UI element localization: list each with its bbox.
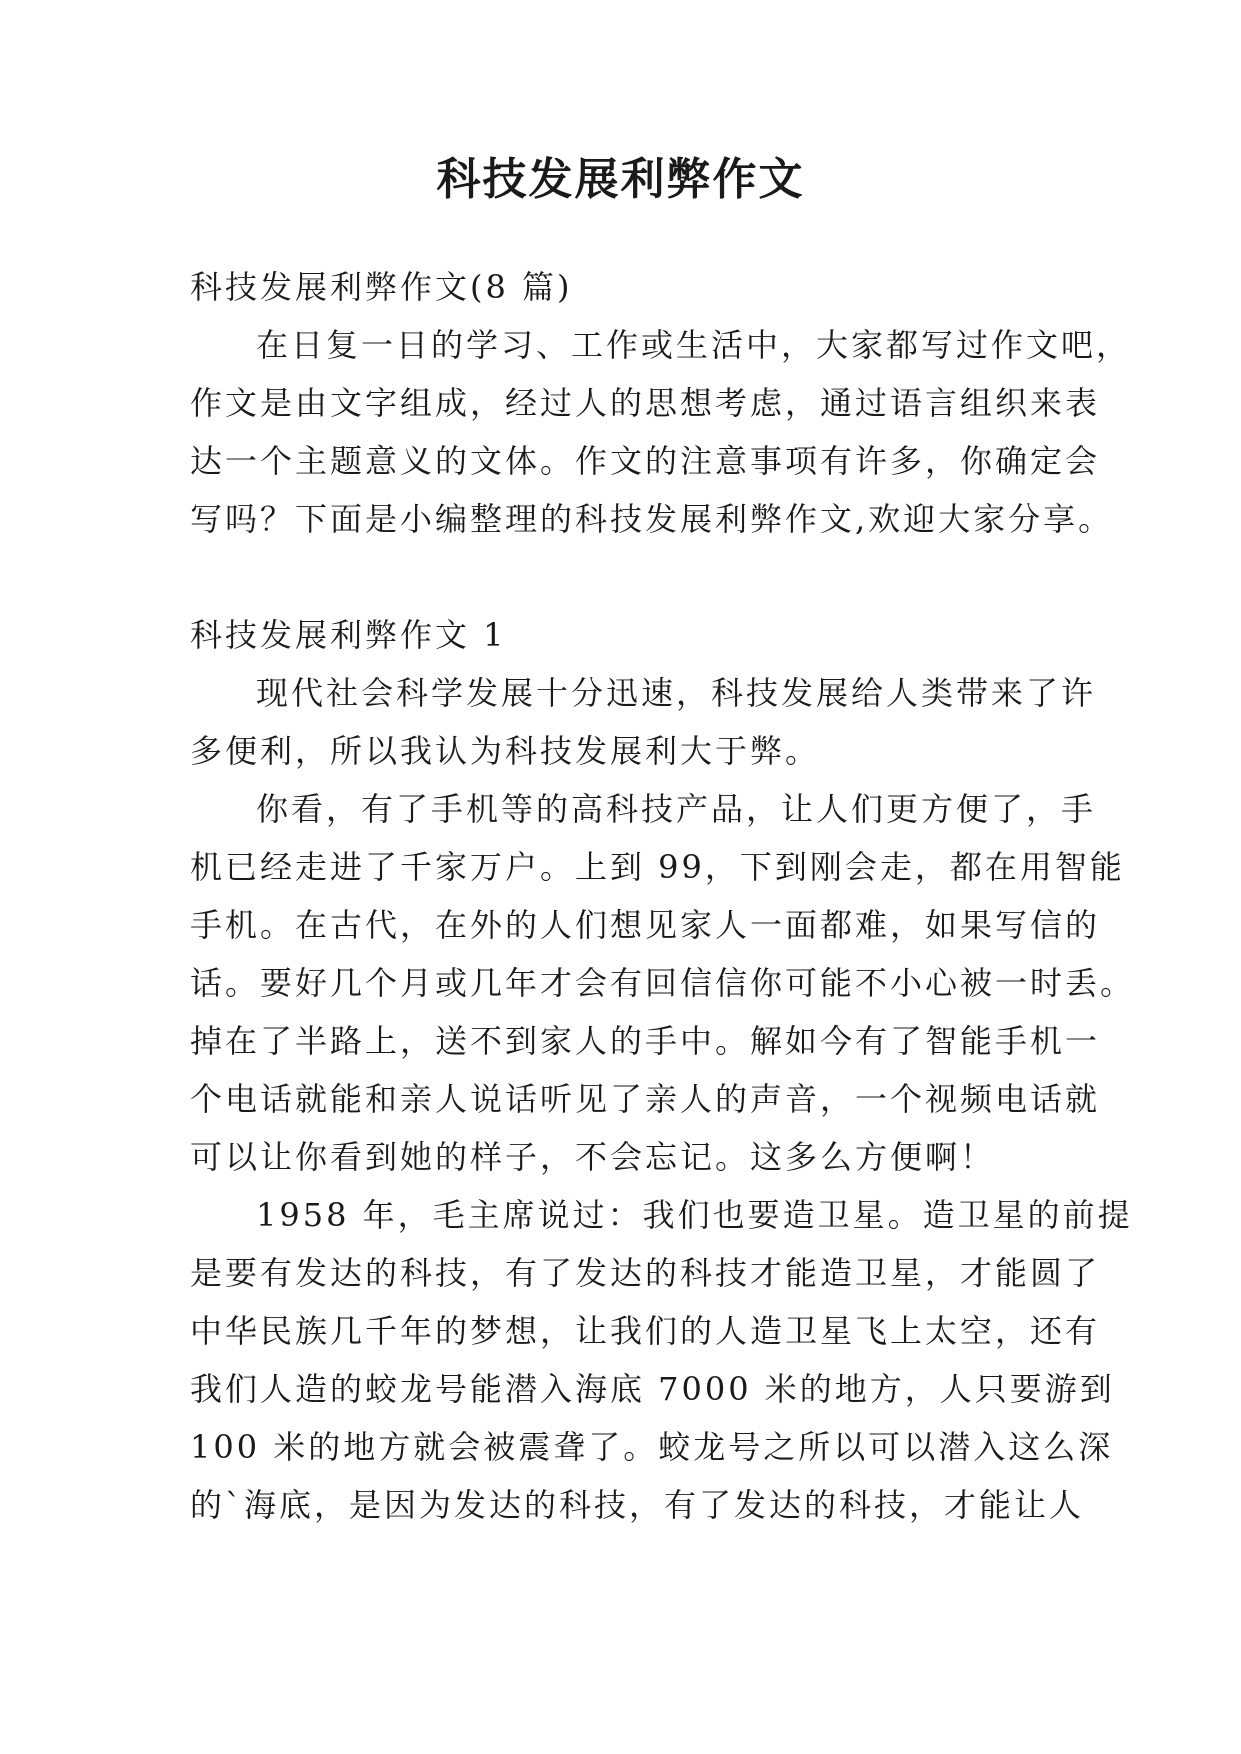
text-line: 我们人造的蛟龙号能潜入海底 7000 米的地方，人只要游到 <box>190 1370 1115 1408</box>
text-line: 现代社会科学发展十分迅速，科技发展给人类带来了许 <box>256 674 1097 712</box>
text-line: 在日复一日的学习、工作或生活中，大家都写过作文吧， <box>256 326 1132 364</box>
text-line: 可以让你看到她的样子，不会忘记。这多么方便啊！ <box>190 1138 996 1176</box>
text-line: 的`海底，是因为发达的科技，有了发达的科技，才能让人 <box>190 1486 1085 1524</box>
text-line: 1958 年，毛主席说过：我们也要造卫星。造卫星的前提 <box>256 1196 1133 1234</box>
text-line: 你看，有了手机等的高科技产品，让人们更方便了，手 <box>256 790 1097 828</box>
paragraph-3 <box>190 1186 1133 1534</box>
text-line: 手机。在古代，在外的人们想见家人一面都难，如果写信的 <box>190 906 1101 944</box>
text-line: 个电话就能和亲人说话听见了亲人的声音，一个视频电话就 <box>190 1080 1101 1118</box>
document-subtitle: 科技发展利弊作文(8 篇) <box>190 268 573 306</box>
text-line: 是要有发达的科技，有了发达的科技才能造卫星，才能圆了 <box>190 1254 1101 1292</box>
paragraph-2 <box>190 780 1136 1186</box>
text-line: 机已经走进了千家万户。上到 99，下到刚会走，都在用智能 <box>190 848 1125 886</box>
text-line: 作文是由文字组成，经过人的思想考虑，通过语言组织来表 <box>190 384 1101 422</box>
intro-paragraph <box>190 316 1132 548</box>
paragraph-1 <box>190 664 1097 780</box>
text-line: 写吗？下面是小编整理的科技发展利弊作文,欢迎大家分享。 <box>190 500 1114 538</box>
text-line: 中华民族几千年的梦想，让我们的人造卫星飞上太空，还有 <box>190 1312 1101 1350</box>
paragraph-spacer <box>190 548 1056 606</box>
text-line: 达一个主题意义的文体。作文的注意事项有许多，你确定会 <box>190 442 1101 480</box>
document-body <box>190 258 1136 1534</box>
section-heading: 科技发展利弊作文 1 <box>190 616 507 654</box>
text-line: 100 米的地方就会被震聋了。蛟龙号之所以可以潜入这么深 <box>190 1428 1114 1466</box>
text-line: 多便利，所以我认为科技发展利大于弊。 <box>190 732 821 770</box>
page-title: 科技发展利弊作文 <box>436 154 805 205</box>
text-line: 话。要好几个月或几年才会有回信信你可能不小心被一时丢。 <box>190 964 1136 1002</box>
text-line: 掉在了半路上，送不到家人的手中。解如今有了智能手机一 <box>190 1022 1101 1060</box>
